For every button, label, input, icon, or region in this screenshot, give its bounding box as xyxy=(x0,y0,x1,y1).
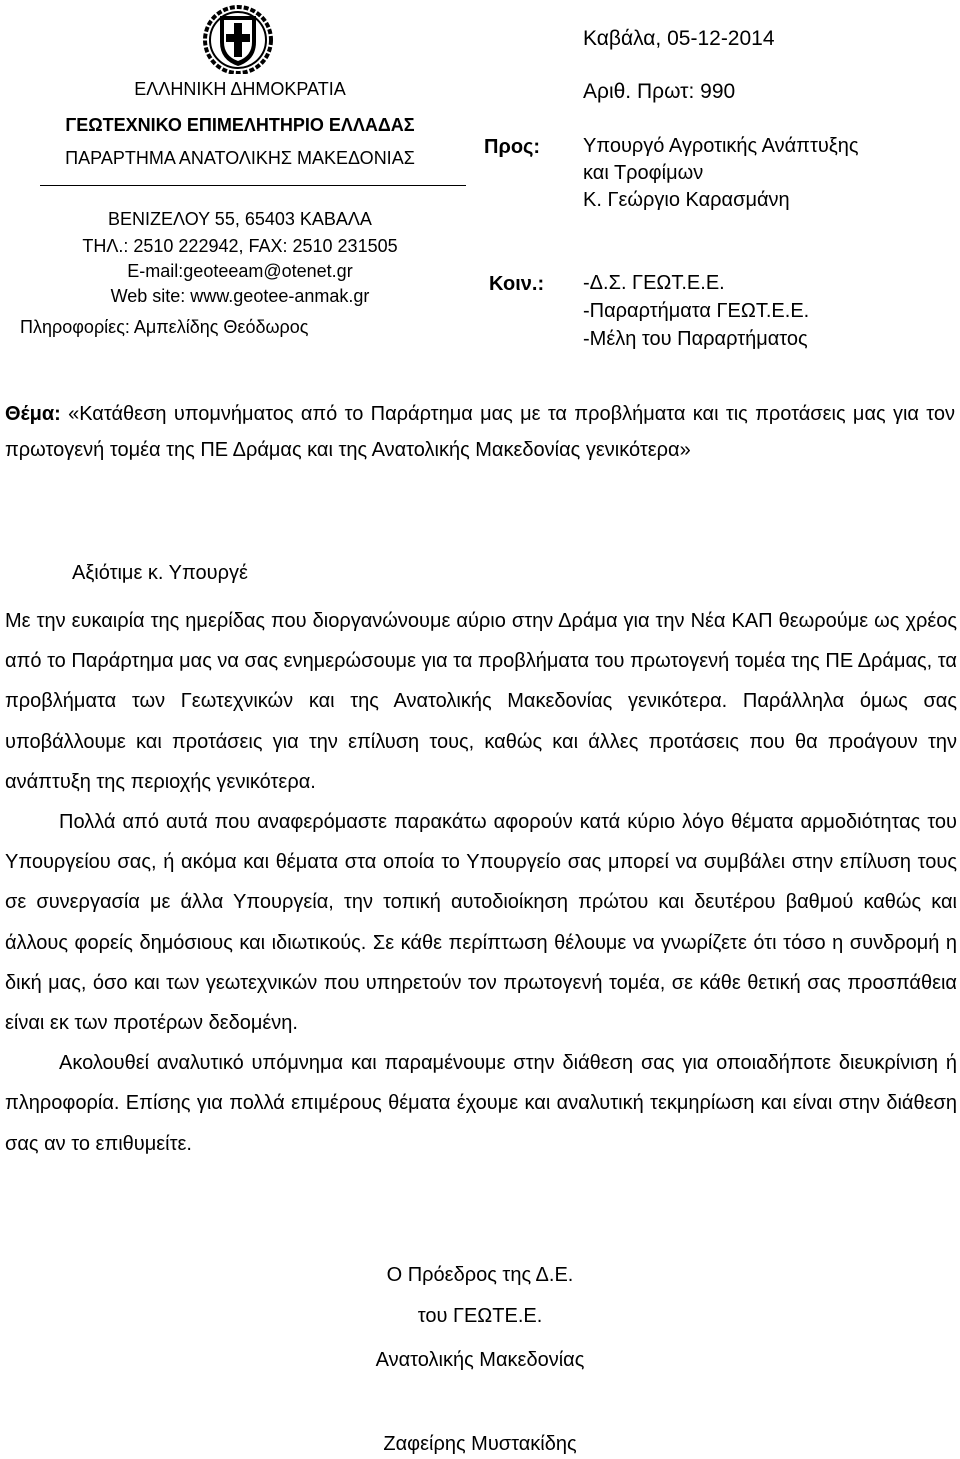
republic-name: ΕΛΛΗΝΙΚΗ ΔΗΜΟΚΡΑΤΙΑ xyxy=(134,79,346,99)
paragraph-1: Με την ευκαιρία της ημερίδας που διοργανώνουμε αύριο στην Δράμα για την Νέα ΚΑΠ θεωρούμε ως χρέος από το Παράρτημα μας να σας ενημερώσουμε για τα προβλήματα του πρωτογενή τομέα της ΠΕ Δράμας, τα προβλήματα των Γεωτεχνικών και της Ανατολικής Μακεδονίας γενικότερα. Παράλληλα όμως σας υποβάλλουμε και προτάσεις για την επίλυση τους, καθώς και άλλες προτάσεις που θα προάγουν την ανάπτυξη της περιοχής γενικότερα. xyxy=(5,610,957,793)
protocol-number: Αριθ. Πρωτ: 990 xyxy=(583,80,736,103)
branch-name: ΠΑΡΑΡΤΗΜΑ ΑΝΑΤΟΛΙΚΗΣ ΜΑΚΕΔΟΝΙΑΣ xyxy=(65,148,415,168)
website: Web site: www.geotee-anmak.gr xyxy=(110,286,370,306)
to-line-1: Υπουργό Αγροτικής Ανάπτυξης xyxy=(583,135,859,157)
phone-fax: ΤΗΛ.: 2510 222942, FAX: 2510 231505 xyxy=(82,236,398,256)
email: E-mail:geoteeam@otenet.gr xyxy=(127,261,353,281)
letter-body xyxy=(5,601,957,1164)
contact-info: Πληροφορίες: Αμπελίδης Θεόδωρος xyxy=(20,317,309,337)
to-line-2: και Τροφίμων xyxy=(583,162,704,184)
to-line-3: Κ. Γεώργιο Καρασμάνη xyxy=(583,189,790,211)
subject-text: «Κατάθεση υπομνήματος από το Παράρτημα μας με τα προβλήματα και τις προτάσεις μας για τον πρωτογενή τομέα της ΠΕ Δράμας και της Ανατολικής Μακεδονίας γενικότερα» xyxy=(5,403,955,461)
paragraph-2: Πολλά από αυτά που αναφερόμαστε παρακάτω αφορούν κατά κύριο λόγο θέματα αρμοδιότητας του Υπουργείου σας, ή ακόμα και θέματα στα οποία το Υπουργείο σας μπορεί να συμβάλει στην επίλυση τους σε συνεργασία με άλλα Υπουργεία, την τοπική αυτοδιοίκηση πρώτου και δευτέρου βαθμού καθώς και άλλους φορείς δημόσιους και ιδιωτικούς. Σε κάθε περίπτωση θέλουμε να γνωρίζετε ότι τόσο η συνδρομή η δική μας, όσο και των γεωτεχνικών που υπηρετούν τον πρωτογενή τομέα, σε κάθε θετική σας προσπάθεια είναι εκ των προτέρων δεδομένη. xyxy=(5,811,957,1035)
header-divider xyxy=(40,185,466,186)
cc-line-2: -Παραρτήματα ΓΕΩΤ.Ε.Ε. xyxy=(583,300,810,322)
chamber-name: ΓΕΩΤΕΧΝΙΚΟ ΕΠΙΜΕΛΗΤΗΡΙΟ ΕΛΛΑΔΑΣ xyxy=(65,115,415,135)
signature-title-1: Ο Πρόεδρος της Δ.Ε. xyxy=(386,1264,574,1286)
subject xyxy=(5,396,955,468)
cc-line-3: -Μέλη του Παραρτήματος xyxy=(583,328,808,350)
cc-line-1: -Δ.Σ. ΓΕΩΤ.Ε.Ε. xyxy=(583,272,725,294)
cc-label: Κοιν.: xyxy=(489,273,545,295)
hellenic-emblem-icon xyxy=(202,2,274,74)
to-label: Προς: xyxy=(484,136,541,158)
signatory-name: Ζαφείρης Μυστακίδης xyxy=(383,1433,577,1455)
place-date: Καβάλα, 05-12-2014 xyxy=(583,27,775,50)
address: ΒΕΝΙΖΕΛΟΥ 55, 65403 ΚΑΒΑΛΑ xyxy=(108,209,372,229)
signature-title-3: Ανατολικής Μακεδονίας xyxy=(375,1349,585,1371)
signature-title-2: του ΓΕΩΤΕ.Ε. xyxy=(417,1305,543,1327)
greeting: Αξιότιμε κ. Υπουργέ xyxy=(72,562,248,584)
paragraph-3: Ακολουθεί αναλυτικό υπόμνημα και παραμένουμε στην διάθεση σας για οποιαδήποτε διευκρίνιση ή πληροφορία. Επίσης για πολλά επιμέρους θέματα έχουμε και αναλυτική τεκμηρίωση και είναι στην διάθεση σας αν το επιθυμείτε. xyxy=(5,1052,957,1155)
subject-label: Θέμα: xyxy=(5,403,61,425)
